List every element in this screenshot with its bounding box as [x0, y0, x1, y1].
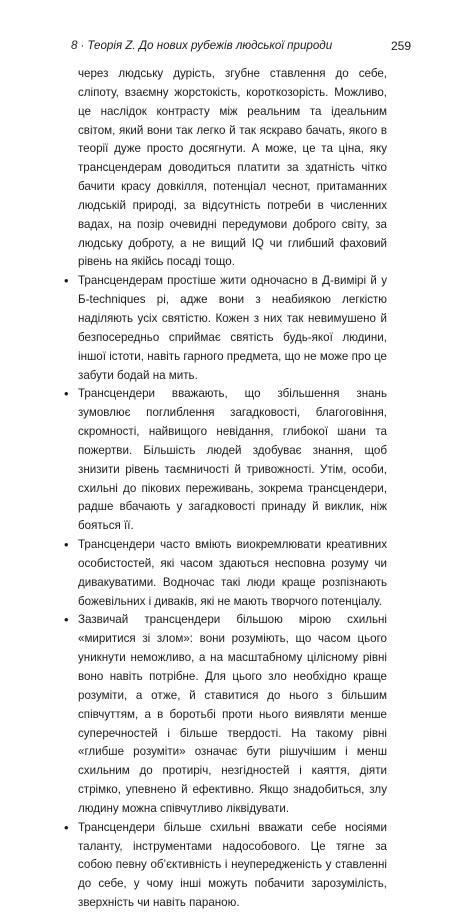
chapter-number: 8 — [71, 39, 78, 52]
bullet-text: Трансцендери більше схильні вважати себе носіями таланту, інструментами надособового. Це тягне за собою певну об’єктивність і неупередженість у ставленні до себе, у чому інші можуть побачити зарозумілість, зверхність чи навіть параною. — [78, 820, 387, 910]
bullet-marker: • — [64, 819, 69, 835]
bullet-marker: • — [64, 273, 69, 289]
bullet-item — [64, 819, 387, 913]
bullet-text: Трансцендери вважають, що збільшення знань зумовлює поглиблення загадковості, благоговіння, скромності, найвищого невідання, глибокої шани та пожертви. Більшість людей здобуває знання, щоб знизити рівень таємничості й тривожності. Утім, особи, схильні до пікових переживань, зокрема трансцендери, радше вбачають у загадковості принаду й виклик, ніж бояться її. — [78, 387, 387, 533]
bullet-list — [64, 272, 387, 913]
bullet-text: Зазвичай трансцендери більшою мірою схильні «миритися зі злом»: вони розуміють, що часом цього уникнути неможливо, а на масштабному цілісному рівні воно навіть потрібне. Для цього зло необхідно краще розуміти, а отже, й ставитися до нього з більшим співчуттям, а в боротьбі проти нього виявляти менше суперечностей і більше твердості. На такому рівні «глибше розуміти» означає бути рішучішим і менш схильним до протиріч, незгідностей і каяття, діяти стрімко, упевнено й ефективно. Якщо знадобиться, злу людину можна співчутливо ліквідувати. — [78, 613, 387, 815]
bullet-item — [64, 536, 387, 611]
chapter-title: Теорія Z. До нових рубежів людської природи — [87, 39, 333, 52]
intro-paragraph: через людську дурість, згубне ставлення до себе, сліпоту, взаємну жорстокість, короткозорість. Можливо, це наслідок контрасту між реальним та ідеальним світом, який вони так легко й так яскраво бачать, якого в теорії дуже просто досягнути. А може, це та ціна, яку трансцендерам доводиться платити за здатність чітко бачити красу довкілля, потенціал чеснот, притаманних людській природі, за відсутність потреби в численних вадах, на позір очевидні передумови доброго світу, за людську доброту, а не вищий IQ чи глибший фаховий рівень на якійсь посаді тощо. — [78, 67, 387, 269]
bullet-item — [64, 272, 387, 385]
header-separator: · — [80, 39, 85, 52]
body-text — [64, 65, 387, 913]
bullet-item — [64, 611, 387, 818]
bullet-marker: • — [64, 612, 69, 628]
bullet-text: Трансцендери часто вміють виокремлювати креативних особистостей, які часом здаються несповна розуму чи дивакуватими. Водночас такі люди краще розпізнають божевільних і диваків, які не мають творчого потенціалу. — [78, 538, 387, 608]
bullet-marker: • — [64, 537, 69, 553]
bullet-text: Трансцендерам простіше жити одночасно в Д-вимірі й у Б-techniques рі, адже вони з неабиякою легкістю наділяють усіх святістю. Кожен з них так невимушено й безпосередньо сприймає святість будь-якої людини, іншої істоти, навіть гарного предмета, що не може про це забути бодай на мить. — [78, 274, 387, 382]
bullet-item — [64, 385, 387, 536]
running-header — [71, 38, 411, 54]
bullet-marker: • — [64, 386, 69, 402]
chapter-header — [71, 38, 332, 54]
page-number: 259 — [390, 39, 411, 53]
